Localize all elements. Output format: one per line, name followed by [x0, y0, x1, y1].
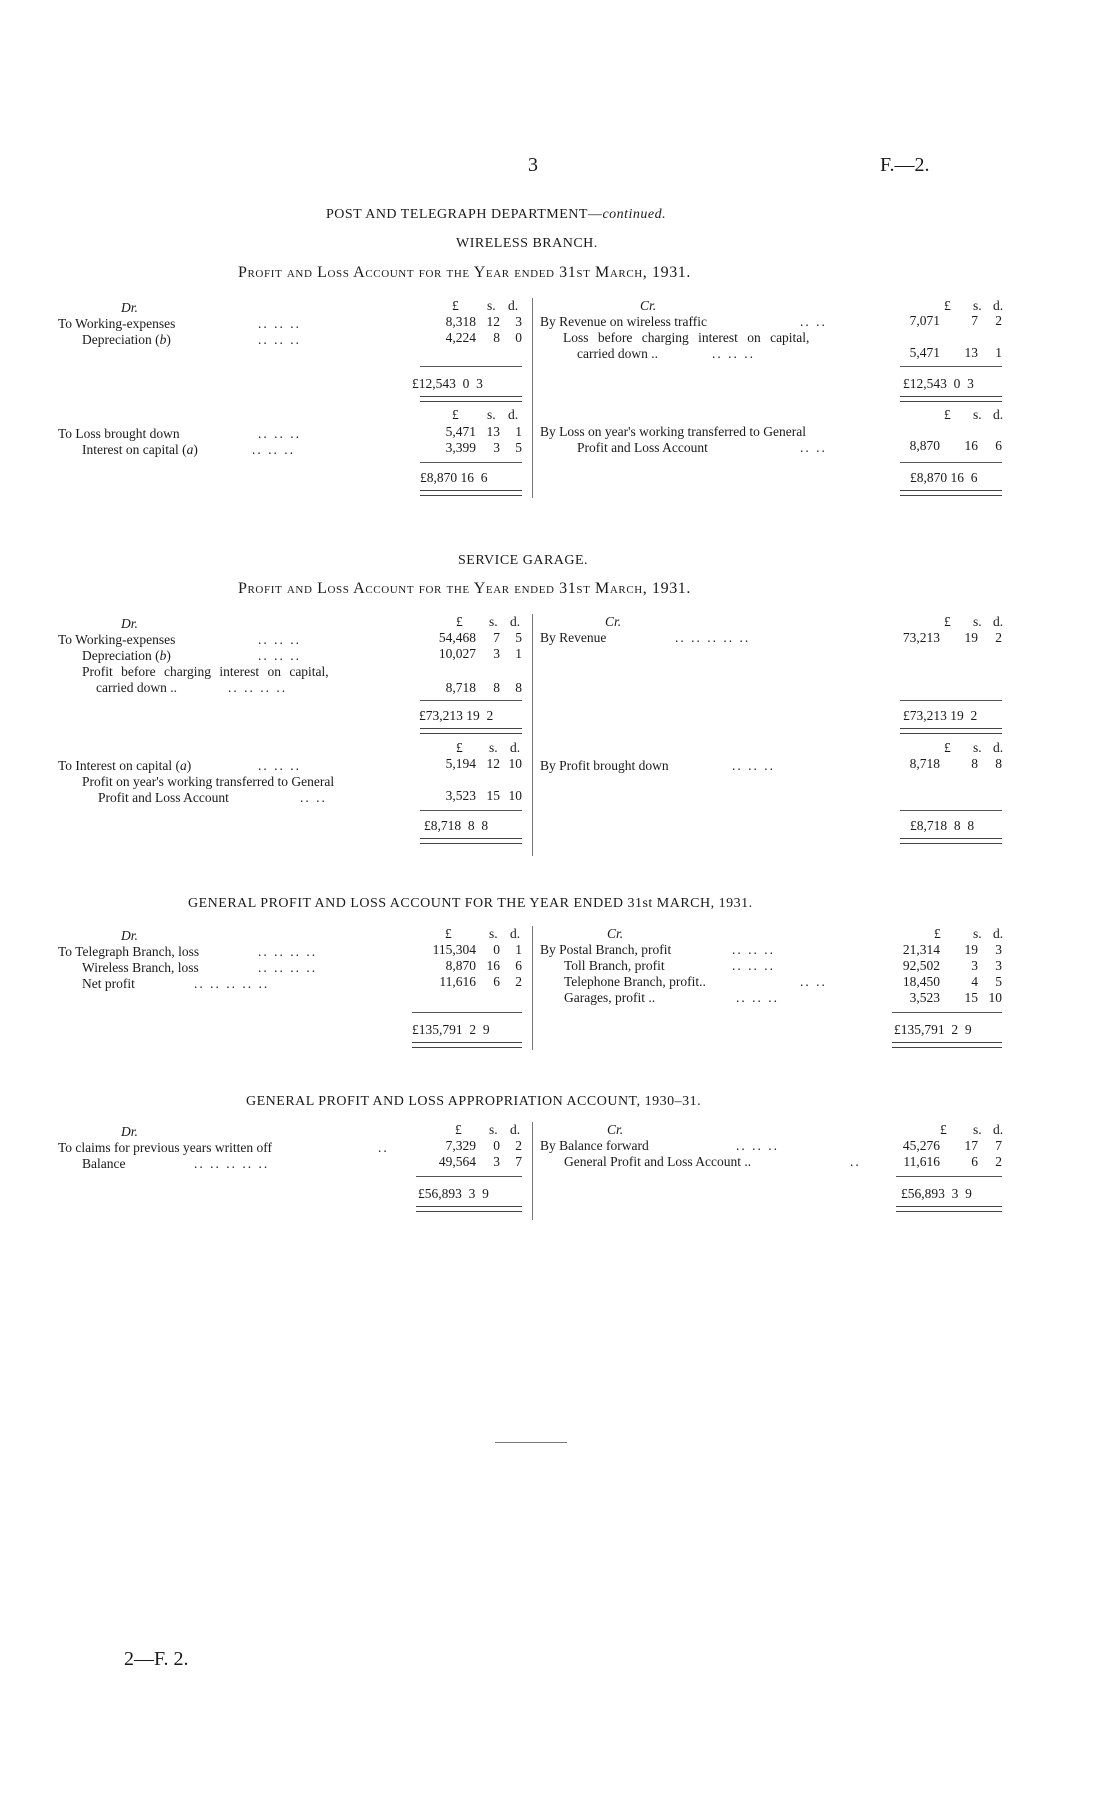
- amount-pounds: 92,502: [902, 958, 940, 973]
- general-dr-row-label: Net profit: [82, 976, 135, 991]
- garage-currency-d-2: d.: [510, 740, 521, 755]
- amount-shillings: 0: [493, 1138, 500, 1153]
- double-rule: [900, 728, 1002, 734]
- general-dr-row-label: Wireless Branch, loss: [82, 960, 199, 975]
- amount-shillings: 15: [486, 788, 500, 803]
- amount-pounds: 8,870: [445, 958, 476, 973]
- wireless-cr1-row-label: Loss before charging interest on capital,: [563, 330, 810, 345]
- amount-pence: 8: [995, 756, 1002, 771]
- amount-pounds: 115,304: [432, 942, 476, 957]
- leader-dots: .. .. ..: [732, 942, 775, 957]
- general-dr-row-label: To Telegraph Branch, loss: [58, 944, 200, 959]
- leader-dots: .. .. ..: [258, 648, 301, 663]
- amount-pounds: 18,450: [902, 974, 940, 989]
- amount-pence: 2: [515, 974, 522, 989]
- amount-pounds: 10,027: [438, 646, 476, 661]
- amount-pounds: 54,468: [438, 630, 476, 645]
- garage-dr2-row-label: Profit on year's working transferred to General: [82, 774, 335, 789]
- leader-dots: .. .. ..: [252, 442, 295, 457]
- wireless-cr-currency-pound: £: [944, 298, 951, 313]
- garage-cr1-row-label: By Revenue: [540, 630, 607, 645]
- rule: [420, 700, 522, 701]
- footer-signature: 2—F. 2.: [124, 1648, 189, 1670]
- amount-pounds: 5,194: [445, 756, 476, 771]
- leader-dots: .. .. ..: [712, 346, 755, 361]
- garage-currency-d: d.: [510, 614, 521, 629]
- rule: [900, 366, 1002, 367]
- amount-pounds: 11,616: [439, 974, 476, 989]
- appropriation-cr-label: Cr.: [607, 1122, 624, 1137]
- wireless-dr2-row-label: Interest on capital (a): [82, 442, 198, 457]
- amount-pence: 3: [515, 314, 522, 329]
- appropriation-cr-row-label: General Profit and Loss Account ..: [564, 1154, 752, 1169]
- appropriation-dr-row-label: To claims for previous years written off: [58, 1140, 272, 1155]
- appropriation-cr-currency-d: d.: [993, 1122, 1004, 1137]
- leader-dots: .. .. ..: [258, 426, 301, 441]
- wireless-divider: [532, 298, 533, 498]
- leader-dots: .. .. .. ..: [258, 944, 318, 959]
- appropriation-currency-d: d.: [510, 1122, 521, 1137]
- garage-cr-currency-pound-2: £: [944, 740, 951, 755]
- wireless-cr-currency-d-2: d.: [993, 407, 1004, 422]
- amount-pence: 6: [995, 438, 1002, 453]
- amount-shillings: 15: [964, 990, 978, 1005]
- amount-pence: 1: [515, 942, 522, 957]
- amount-pounds: 8,318: [445, 314, 476, 329]
- wireless-cr2-row-label-cont: Profit and Loss Account: [577, 440, 708, 455]
- wireless-total2-dr: £8,870 16 6: [420, 470, 488, 485]
- amount-pounds: 3,399: [445, 440, 476, 455]
- amount-pence: 3: [995, 942, 1002, 957]
- leader-dots: .. .. .. .. ..: [194, 1156, 270, 1171]
- amount-pounds: 8,718: [445, 680, 476, 695]
- wireless-dr1-row-label: To Working-expenses: [58, 316, 176, 331]
- appropriation-dr-label: Dr.: [121, 1124, 138, 1139]
- garage-cr2-row-label: By Profit brought down: [540, 758, 669, 773]
- wireless-subtitle: Profit and Loss Account for the Year ended 31st March, 1931.: [238, 264, 691, 281]
- amount-pence: 8: [515, 680, 522, 695]
- rule: [420, 462, 522, 463]
- general-currency-pound: £: [445, 926, 452, 941]
- amount-shillings: 3: [493, 646, 500, 661]
- garage-total1-cr: £73,213 19 2: [903, 708, 978, 723]
- wireless-currency-pound-2: £: [452, 407, 459, 422]
- amount-pounds: 7,329: [445, 1138, 476, 1153]
- rule: [900, 462, 1002, 463]
- amount-shillings: 12: [486, 314, 500, 329]
- amount-pence: 2: [995, 313, 1002, 328]
- amount-shillings: 8: [493, 680, 500, 695]
- leader-dots: .. .. ..: [258, 758, 301, 773]
- wireless-dr1-row-label: Depreciation (b): [82, 332, 171, 347]
- general-cr-row-label: Telephone Branch, profit..: [564, 974, 706, 989]
- amount-pounds: 11,616: [903, 1154, 940, 1169]
- wireless-currency-pound: £: [452, 298, 459, 313]
- garage-dr-label: Dr.: [121, 616, 138, 631]
- appropriation-cr-row-label: By Balance forward: [540, 1138, 649, 1153]
- amount-pence: 1: [515, 646, 522, 661]
- rule: [412, 1012, 522, 1013]
- garage-subtitle: Profit and Loss Account for the Year ended 31st March, 1931.: [238, 580, 691, 597]
- page-number: 3: [528, 154, 538, 176]
- leader-dots: ..: [850, 1154, 861, 1169]
- amount-shillings: 17: [964, 1138, 978, 1153]
- amount-pounds: 7,071: [909, 313, 940, 328]
- general-cr-currency-pound: £: [934, 926, 941, 941]
- leader-dots: .. .. ..: [258, 316, 301, 331]
- leader-dots: .. .. ..: [258, 332, 301, 347]
- appropriation-currency-pound: £: [455, 1122, 462, 1137]
- wireless-cr-currency-s-2: s.: [973, 407, 982, 422]
- amount-pounds: 3,523: [445, 788, 476, 803]
- amount-pence: 6: [515, 958, 522, 973]
- rule: [892, 1012, 1002, 1013]
- double-rule: [900, 838, 1002, 844]
- amount-pence: 10: [508, 756, 522, 771]
- amount-shillings: 6: [971, 1154, 978, 1169]
- garage-dr1-row-label: To Working-expenses: [58, 632, 176, 647]
- wireless-total2-cr: £8,870 16 6: [910, 470, 978, 485]
- garage-cr-currency-d: d.: [993, 614, 1004, 629]
- garage-currency-s: s.: [489, 614, 498, 629]
- garage-currency-s-2: s.: [489, 740, 498, 755]
- appropriation-dr-row-label: Balance: [82, 1156, 126, 1171]
- garage-divider: [532, 614, 533, 856]
- amount-pence: 1: [515, 424, 522, 439]
- amount-shillings: 12: [486, 756, 500, 771]
- amount-pounds: 8,870: [909, 438, 940, 453]
- leader-dots: .. .. .. ..: [228, 680, 288, 695]
- page-code: F.—2.: [880, 154, 930, 176]
- leader-dots: .. .. .. ..: [258, 960, 318, 975]
- wireless-cr-currency-s: s.: [973, 298, 982, 313]
- appropriation-currency-s: s.: [489, 1122, 498, 1137]
- garage-currency-pound: £: [456, 614, 463, 629]
- garage-cr-currency-d-2: d.: [993, 740, 1004, 755]
- general-total-cr: £135,791 2 9: [894, 1022, 972, 1037]
- amount-shillings: 3: [493, 440, 500, 455]
- general-total-dr: £135,791 2 9: [412, 1022, 490, 1037]
- amount-pence: 0: [515, 330, 522, 345]
- double-rule: [420, 396, 522, 402]
- general-dr-label: Dr.: [121, 928, 138, 943]
- double-rule: [892, 1042, 1002, 1048]
- general-currency-d: d.: [510, 926, 521, 941]
- double-rule: [896, 1206, 1002, 1212]
- amount-pence: 7: [995, 1138, 1002, 1153]
- garage-total2-dr: £8,718 8 8: [424, 818, 489, 833]
- general-cr-currency-s: s.: [973, 926, 982, 941]
- amount-pence: 2: [995, 1154, 1002, 1169]
- rule: [896, 1176, 1002, 1177]
- amount-pounds: 21,314: [902, 942, 940, 957]
- amount-pence: 5: [995, 974, 1002, 989]
- amount-pounds: 5,471: [909, 345, 940, 360]
- appropriation-cr-currency-pound: £: [940, 1122, 947, 1137]
- appropriation-total-dr: £56,893 3 9: [418, 1186, 489, 1201]
- rule: [416, 1176, 522, 1177]
- amount-shillings: 0: [493, 942, 500, 957]
- leader-dots: .. .. .. .. ..: [194, 976, 270, 991]
- wireless-currency-s-2: s.: [487, 407, 496, 422]
- amount-pounds: 5,471: [445, 424, 476, 439]
- leader-dots: ..: [378, 1140, 389, 1155]
- wireless-currency-d: d.: [508, 298, 519, 313]
- amount-shillings: 3: [493, 1154, 500, 1169]
- amount-shillings: 13: [486, 424, 500, 439]
- double-rule: [416, 1206, 522, 1212]
- wireless-dr-label: Dr.: [121, 300, 138, 315]
- rule: [420, 810, 522, 811]
- general-cr-row-label: Garages, profit ..: [564, 990, 656, 1005]
- amount-shillings: 16: [964, 438, 978, 453]
- department-heading-main: POST AND TELEGRAPH DEPARTMENT—: [326, 207, 603, 222]
- rule: [900, 810, 1002, 811]
- garage-total1-dr: £73,213 19 2: [419, 708, 494, 723]
- department-heading-continued: continued.: [602, 207, 667, 222]
- amount-shillings: 3: [971, 958, 978, 973]
- amount-pence: 1: [995, 345, 1002, 360]
- amount-shillings: 8: [493, 330, 500, 345]
- amount-pounds: 4,224: [445, 330, 476, 345]
- double-rule: [420, 728, 522, 734]
- garage-dr2-row-label-cont: Profit and Loss Account: [98, 790, 229, 805]
- amount-shillings: 8: [971, 756, 978, 771]
- double-rule: [412, 1042, 522, 1048]
- amount-pence: 2: [995, 630, 1002, 645]
- leader-dots: .. .. ..: [732, 958, 775, 973]
- rule: [420, 366, 522, 367]
- wireless-total1-cr: £12,543 0 3: [903, 376, 974, 391]
- amount-shillings: 19: [964, 630, 978, 645]
- wireless-cr1-row-label: By Revenue on wireless traffic: [540, 314, 707, 329]
- double-rule: [420, 490, 522, 496]
- wireless-cr-currency-d: d.: [993, 298, 1004, 313]
- garage-title: SERVICE GARAGE.: [458, 553, 589, 568]
- garage-dr1-row-label: Profit before charging interest on capital,: [82, 664, 329, 679]
- amount-shillings: 16: [486, 958, 500, 973]
- garage-cr-label: Cr.: [605, 614, 622, 629]
- amount-shillings: 19: [964, 942, 978, 957]
- wireless-cr1-row-label-cont: carried down ..: [577, 346, 658, 361]
- leader-dots: .. .. ..: [258, 632, 301, 647]
- amount-pence: 10: [988, 990, 1002, 1005]
- garage-dr1-row-label-cont: carried down ..: [96, 680, 177, 695]
- general-cr-row-label: By Postal Branch, profit: [540, 942, 672, 957]
- general-cr-currency-d: d.: [993, 926, 1004, 941]
- amount-shillings: 6: [493, 974, 500, 989]
- department-heading: [326, 207, 666, 223]
- amount-shillings: 7: [971, 313, 978, 328]
- wireless-cr-label: Cr.: [640, 298, 657, 313]
- garage-cr-currency-pound: £: [944, 614, 951, 629]
- amount-pounds: 45,276: [902, 1138, 940, 1153]
- garage-currency-pound-2: £: [456, 740, 463, 755]
- end-rule: [495, 1442, 567, 1443]
- leader-dots: .. .. ..: [736, 990, 779, 1005]
- amount-shillings: 4: [971, 974, 978, 989]
- leader-dots: .. ..: [800, 440, 827, 455]
- leader-dots: .. ..: [800, 974, 827, 989]
- appropriation-divider: [532, 1122, 533, 1220]
- wireless-currency-d-2: d.: [508, 407, 519, 422]
- amount-pounds: 3,523: [909, 990, 940, 1005]
- amount-pence: 3: [995, 958, 1002, 973]
- appropriation-cr-currency-s: s.: [973, 1122, 982, 1137]
- double-rule: [900, 490, 1002, 496]
- leader-dots: .. ..: [800, 314, 827, 329]
- rule: [900, 700, 1002, 701]
- wireless-currency-s: s.: [487, 298, 496, 313]
- double-rule: [900, 396, 1002, 402]
- garage-total2-cr: £8,718 8 8: [910, 818, 975, 833]
- amount-pounds: 73,213: [902, 630, 940, 645]
- garage-cr-currency-s: s.: [973, 614, 982, 629]
- amount-pence: 5: [515, 440, 522, 455]
- wireless-total1-dr: £12,543 0 3: [412, 376, 483, 391]
- leader-dots: .. ..: [300, 790, 327, 805]
- appropriation-title: GENERAL PROFIT AND LOSS APPROPRIATION ACCOUNT, 1930–31.: [246, 1094, 702, 1109]
- general-cr-row-label: Toll Branch, profit: [564, 958, 665, 973]
- general-title: GENERAL PROFIT AND LOSS ACCOUNT FOR THE YEAR ENDED 31st MARCH, 1931.: [188, 896, 753, 911]
- garage-dr2-row-label: To Interest on capital (a): [58, 758, 192, 773]
- amount-pounds: 49,564: [438, 1154, 476, 1169]
- wireless-cr2-row-label: By Loss on year's working transferred to General: [540, 424, 806, 439]
- general-currency-s: s.: [489, 926, 498, 941]
- leader-dots: .. .. ..: [736, 1138, 779, 1153]
- wireless-title: WIRELESS BRANCH.: [456, 236, 598, 251]
- wireless-dr2-row-label: To Loss brought down: [58, 426, 180, 441]
- amount-shillings: 13: [964, 345, 978, 360]
- amount-shillings: 7: [493, 630, 500, 645]
- double-rule: [420, 838, 522, 844]
- wireless-cr-currency-pound-2: £: [944, 407, 951, 422]
- general-cr-label: Cr.: [607, 926, 624, 941]
- amount-pence: 7: [515, 1154, 522, 1169]
- appropriation-total-cr: £56,893 3 9: [901, 1186, 972, 1201]
- garage-cr-currency-s-2: s.: [973, 740, 982, 755]
- amount-pounds: 8,718: [909, 756, 940, 771]
- amount-pence: 10: [508, 788, 522, 803]
- general-divider: [532, 926, 533, 1050]
- leader-dots: .. .. ..: [732, 758, 775, 773]
- amount-pence: 2: [515, 1138, 522, 1153]
- garage-dr1-row-label: Depreciation (b): [82, 648, 171, 663]
- amount-pence: 5: [515, 630, 522, 645]
- leader-dots: .. .. .. .. ..: [675, 630, 751, 645]
